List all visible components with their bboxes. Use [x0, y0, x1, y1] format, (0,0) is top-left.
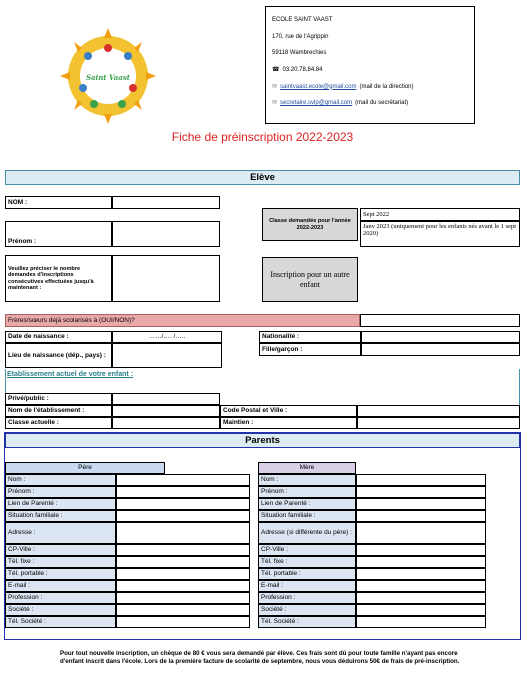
email-direction-link[interactable]: saintvaast.ecole@gmail.com — [280, 83, 357, 90]
address-line1: 170, rue de l'Agrippin — [272, 33, 329, 40]
pere-field-input[interactable] — [116, 510, 250, 522]
mere-field-input[interactable] — [356, 510, 486, 522]
nationalite-label: Nationalité : — [259, 331, 361, 343]
pere-field-input[interactable] — [116, 544, 250, 556]
maintien-field[interactable] — [357, 417, 520, 429]
payment-note: Pour tout nouvelle inscription, un chèque de 80 € vous sera demandé par élève. Ces frais sont dû pour toute famille n'ayant pas encore d'enfant inscrit dans l'école. Lors de la première facture de scolarité de septembre, nous vous déduirons 50€ de frais de pré-inscription. — [60, 650, 460, 666]
autre-enfant-button[interactable]: Inscription pour un autre enfant — [262, 257, 358, 302]
mere-field-label: Tél. Société : — [258, 616, 356, 628]
lieu-naissance-field[interactable] — [112, 343, 222, 368]
pere-field-input[interactable] — [116, 474, 250, 486]
mere-field-input[interactable] — [356, 592, 486, 604]
mere-field-label: Prénom : — [258, 486, 356, 498]
mere-field-input[interactable] — [356, 556, 486, 568]
mere-field-input[interactable] — [356, 544, 486, 556]
pere-field-label: Tél. Société : — [5, 616, 116, 628]
pere-field-input[interactable] — [116, 486, 250, 498]
pere-field-label: Situation familiale : — [5, 510, 116, 522]
pere-field-input[interactable] — [116, 556, 250, 568]
mere-field-input[interactable] — [356, 604, 486, 616]
email-secretariat-note: (mail du secrétariat) — [355, 100, 409, 107]
address-line2: 59118 Wambrechies — [272, 50, 327, 57]
lieu-naissance-label: Lieu de naissance (dép., pays) : — [5, 343, 112, 368]
logo-wordmark: Saint Vaast — [85, 73, 131, 82]
mere-field-label: CP-Ville : — [258, 544, 356, 556]
pere-field-input[interactable] — [116, 616, 250, 628]
school-info-box — [265, 6, 475, 124]
school-name: ECOLE SAINT VAAST — [272, 17, 333, 24]
nom-label: NOM : — [5, 196, 112, 209]
pere-field-input[interactable] — [116, 604, 250, 616]
prive-public-label: Privé/public : — [5, 393, 112, 405]
mere-field-input[interactable] — [356, 616, 486, 628]
pere-field-label: E-mail : — [5, 580, 116, 592]
eleve-section-header: Elève — [5, 170, 520, 185]
mere-field-input[interactable] — [356, 522, 486, 544]
classe-actuelle-label: Classe actuelle : — [5, 417, 112, 429]
prenom-field[interactable] — [112, 221, 220, 247]
mere-field-label: Lien de Parenté : — [258, 498, 356, 510]
classe-actuelle-field[interactable] — [112, 417, 220, 429]
mere-field-label: Adresse (si différente du père) : — [258, 522, 356, 544]
mere-field-label: Tél. fixe : — [258, 556, 356, 568]
mere-field-label: Profession : — [258, 592, 356, 604]
fille-garcon-field[interactable] — [361, 343, 520, 356]
mere-field-label: Situation familiale : — [258, 510, 356, 522]
pere-field-input[interactable] — [116, 568, 250, 580]
email-secretariat-line — [272, 95, 468, 112]
mere-field-input[interactable] — [356, 568, 486, 580]
mere-field-input[interactable] — [356, 474, 486, 486]
mail-icon: ✉ — [272, 83, 278, 90]
mere-header: Mère — [258, 462, 356, 474]
pere-field-input[interactable] — [116, 498, 250, 510]
etablissement-title: Etablissement actuel de votre enfant : — [7, 371, 134, 378]
school-logo — [48, 6, 168, 126]
pere-header: Père — [5, 462, 165, 474]
pere-field-label: Prénom : — [5, 486, 116, 498]
mere-field-label: Tél. portable : — [258, 568, 356, 580]
cp-ville-label: Code Postal et Ville : — [220, 405, 357, 417]
mere-field-input[interactable] — [356, 486, 486, 498]
nom-etablissement-label: Nom de l'établissement : — [5, 405, 112, 417]
inscriptions-label: Veuillez préciser le nombre demandes d'inscriptions consécutives effectuées jusqu'à maintenant : — [5, 255, 112, 302]
pere-field-input[interactable] — [116, 522, 250, 544]
fille-garcon-label: Fille/garçon : — [259, 343, 361, 356]
pere-field-label: Tél. portable : — [5, 568, 116, 580]
mere-field-input[interactable] — [356, 580, 486, 592]
pere-field-label: CP-Ville : — [5, 544, 116, 556]
phone-number: 03.20.78.84.84 — [282, 67, 323, 74]
pere-field-label: Société : — [5, 604, 116, 616]
mail-icon: ✉ — [272, 100, 278, 107]
classe-option-janv[interactable]: Janv 2023 (uniquement pour les enfants nés avant le 1 sept 2020) — [360, 221, 520, 247]
pere-field-label: Lien de Parenté : — [5, 498, 116, 510]
date-naissance-field[interactable]: ……/…. /….. — [112, 331, 222, 343]
email-direction-line — [272, 78, 468, 95]
maintien-label: Maintien : — [220, 417, 357, 429]
classe-option-sept[interactable]: Sept 2022 — [360, 208, 520, 221]
nationalite-field[interactable] — [361, 331, 520, 343]
nom-etablissement-field[interactable] — [112, 405, 220, 417]
phone-line — [272, 62, 468, 79]
document-title: Fiche de préinscription 2022-2023 — [171, 130, 354, 144]
phone-icon: ☎ — [272, 67, 280, 74]
classe-demandee-label: Classe demandée pour l'année 2022-2023 — [262, 208, 358, 241]
pere-field-label: Nom : — [5, 474, 116, 486]
freres-soeurs-label: Frères/sœurs déjà scolarisés à (OUI/NON)? — [5, 314, 360, 327]
mere-field-label: Société : — [258, 604, 356, 616]
prenom-label: Prénom : — [5, 221, 112, 247]
pere-field-label: Adresse : — [5, 522, 116, 544]
pere-field-label: Profession : — [5, 592, 116, 604]
pere-field-input[interactable] — [116, 592, 250, 604]
freres-soeurs-field[interactable] — [360, 314, 520, 327]
mere-field-label: E-mail : — [258, 580, 356, 592]
sun-rays — [60, 28, 156, 124]
nom-field[interactable] — [112, 196, 220, 209]
date-naissance-label: Date de naissance : — [5, 331, 112, 343]
mere-field-input[interactable] — [356, 498, 486, 510]
parents-section-header: Parents — [5, 433, 520, 448]
cp-ville-field[interactable] — [357, 405, 520, 417]
inscriptions-field[interactable] — [112, 255, 220, 302]
mere-field-label: Nom : — [258, 474, 356, 486]
pere-field-input[interactable] — [116, 580, 250, 592]
email-direction-note: (mail de la direction) — [359, 83, 414, 90]
prive-public-field[interactable] — [112, 393, 220, 405]
email-secretariat-link[interactable]: secretaire.svlp@gmail.com — [280, 100, 353, 107]
pere-field-label: Tél. fixe : — [5, 556, 116, 568]
